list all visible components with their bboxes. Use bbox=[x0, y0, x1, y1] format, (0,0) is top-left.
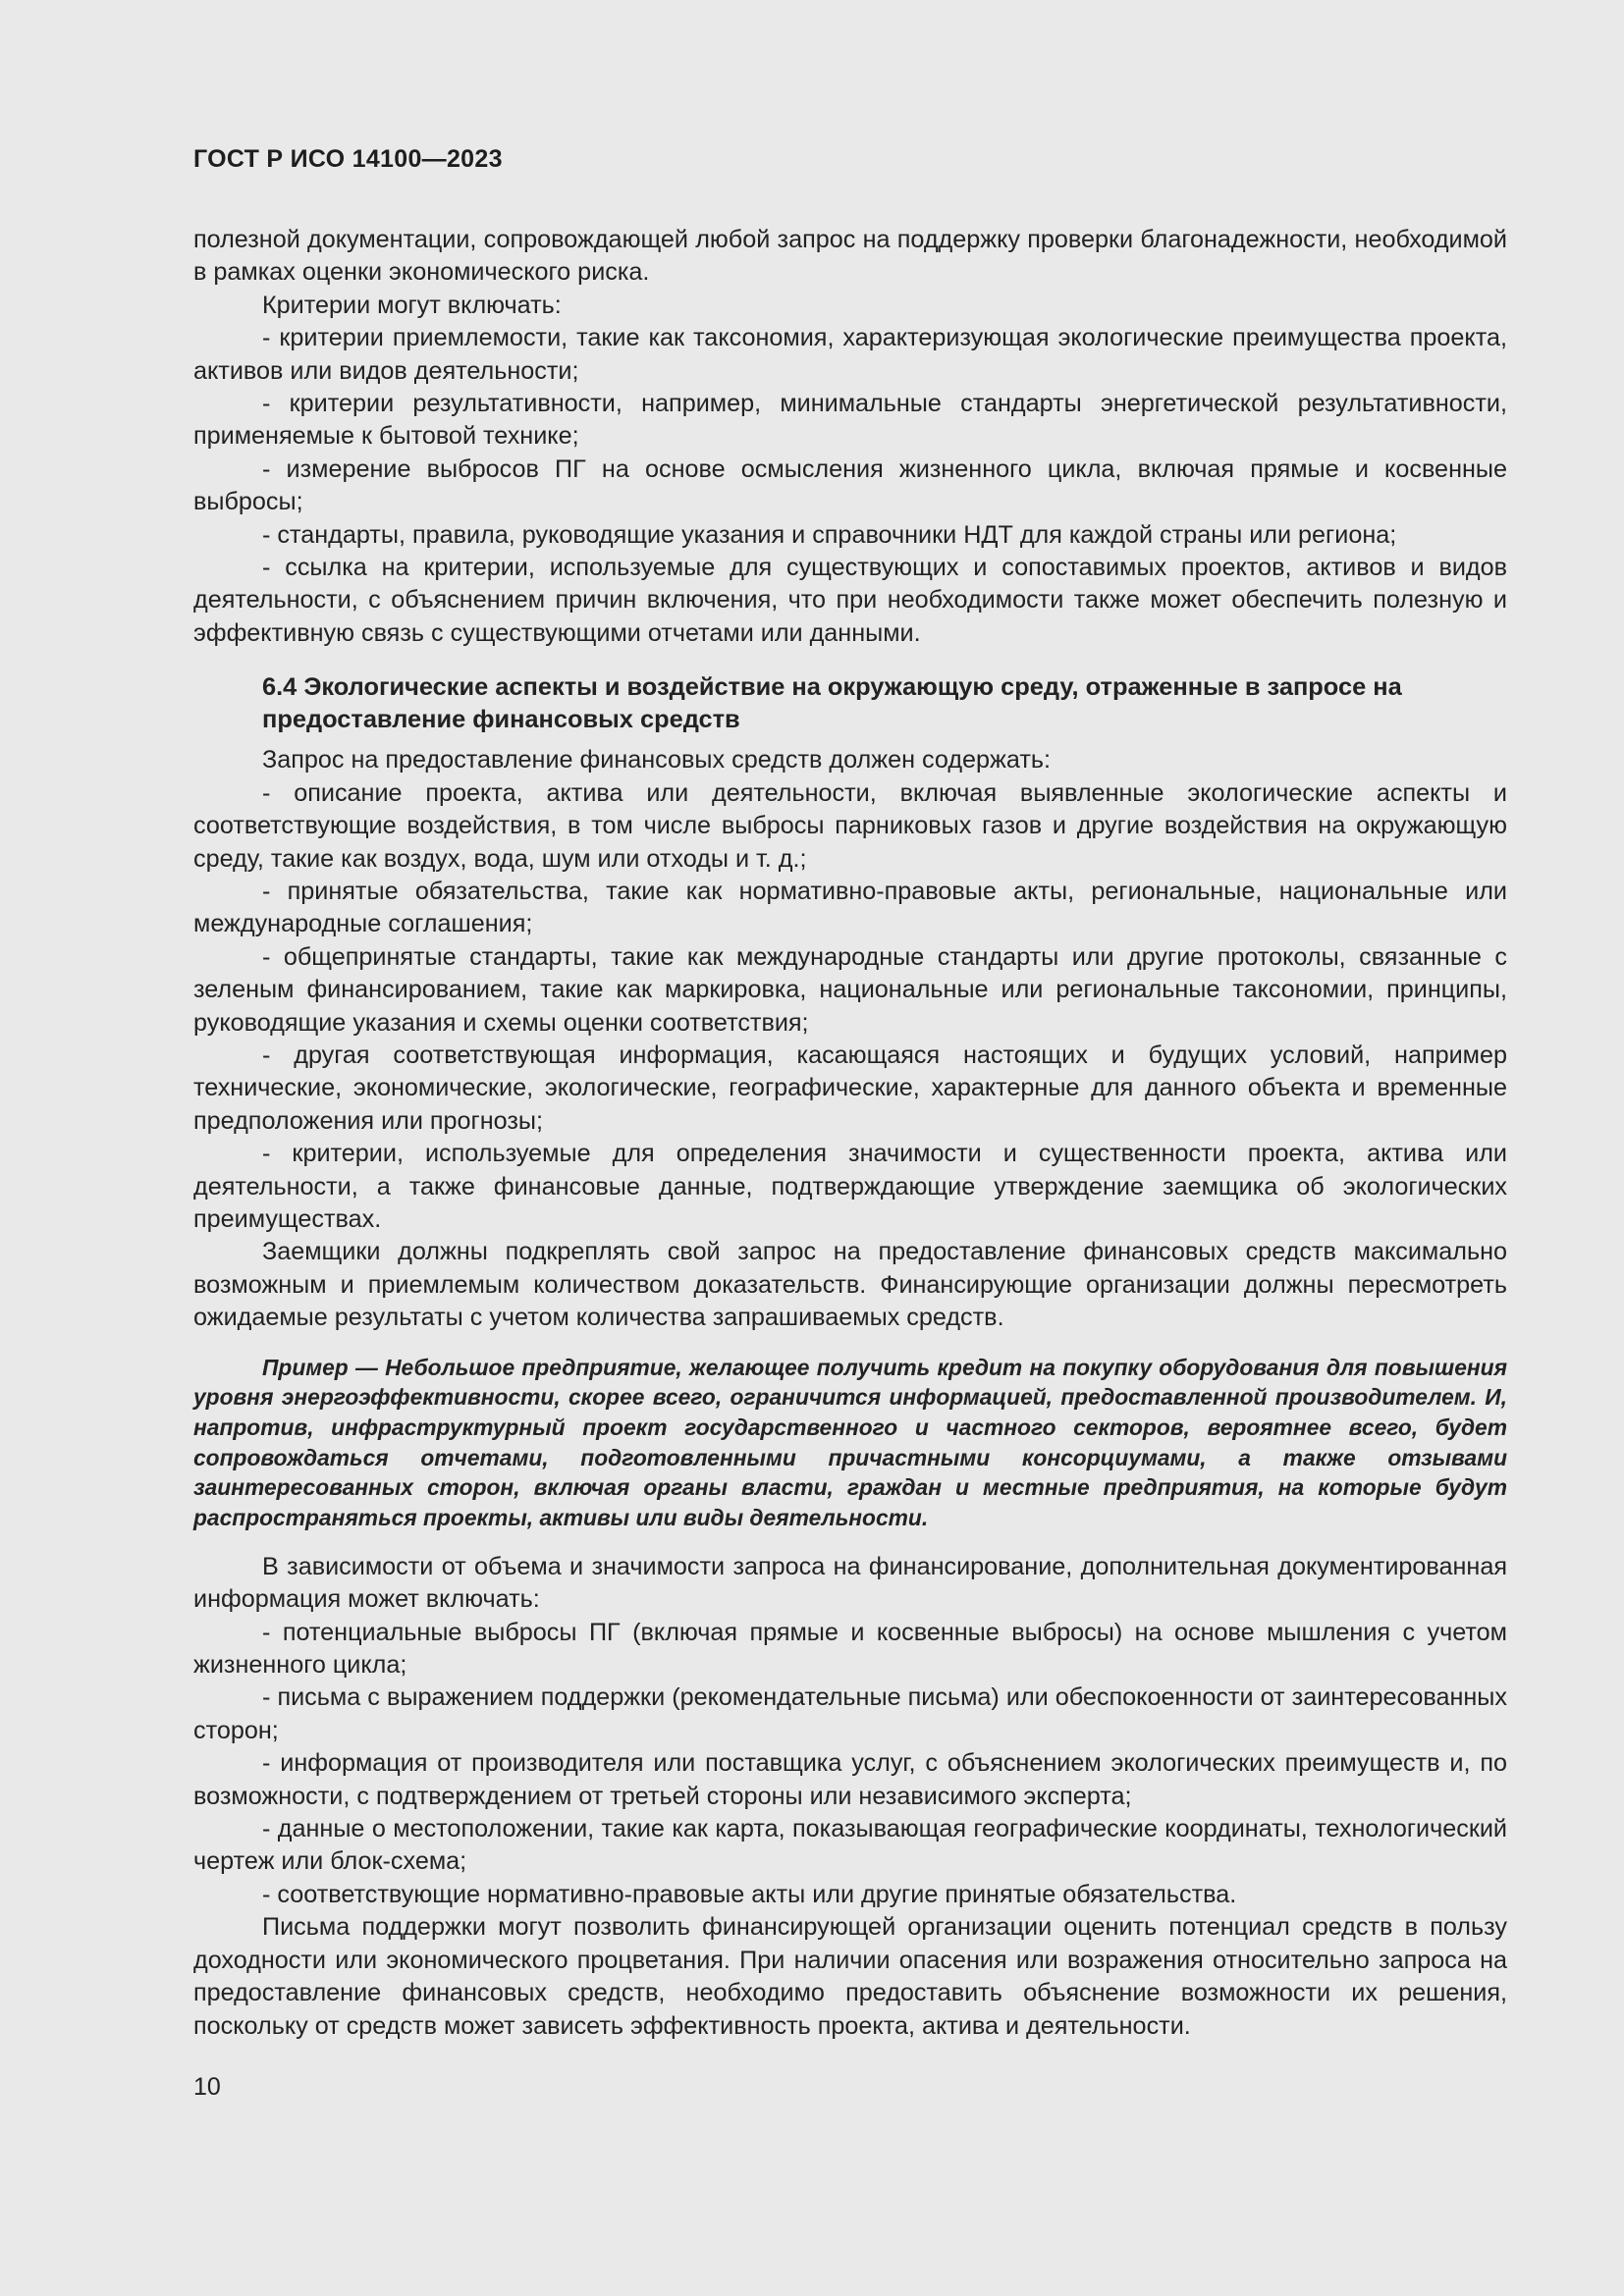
additional-list-item: - соответствующие нормативно-правовые акты или другие принятые обязательства. bbox=[262, 1880, 1237, 1908]
request-list-item: - принятые обязательства, такие как нормативно-правовые акты, региональные, национальные или международные соглашения; bbox=[193, 877, 1507, 938]
continuation-paragraph: полезной документации, сопровождающей любой запрос на поддержку проверки благонадежности, необходимой в рамках оценки экономического риска. bbox=[193, 226, 1507, 287]
page-body bbox=[193, 224, 1507, 2043]
additional-list-item: - данные о местоположении, такие как карта, показывающая географические координаты, технологический чертеж или блок-схема; bbox=[193, 1815, 1507, 1876]
request-list-item: - общепринятые стандарты, такие как международные стандарты или другие протоколы, связанные с зеленым финансированием, такие как маркировка, национальные или региональные таксономии, принципы, руководящие указания и схемы оценки соответствия; bbox=[193, 942, 1507, 1037]
criteria-list-item: - стандарты, правила, руководящие указания и справочники НДТ для каждой страны или региона; bbox=[262, 520, 1397, 549]
request-intro: Запрос на предоставление финансовых средств должен содержать: bbox=[262, 746, 1051, 774]
additional-list-item: - информация от производителя или поставщика услуг, с объяснением экологических преимуществ и, по возможности, с подтверждением от третьей стороны или независимого эксперта; bbox=[193, 1749, 1507, 1810]
request-list-item: - описание проекта, актива или деятельности, включая выявленные экологические аспекты и соответствующие воздействия, в том числе выбросы парниковых газов и другие воздействия на окружающую среду, такие как воздух, вода, шум или отходы и т. д.; bbox=[193, 778, 1507, 873]
additional-intro: В зависимости от объема и значимости запроса на финансирование, дополнительная документированная информация может включать: bbox=[193, 1552, 1507, 1614]
support-letters-paragraph: Письма поддержки могут позволить финансирующей организации оценить потенциал средств в пользу доходности или экономического процветания. При наличии опасения или возражения относительно запроса на предоставление финансовых средств, необходимо предоставить объяснение возможности их решения, поскольку от средств может зависеть эффективность проекта, актива и деятельности. bbox=[193, 1913, 1507, 2040]
example-note: Пример — Небольшое предприятие, желающее получить кредит на покупку оборудования для повышения уровня энергоэффективности, скорее всего, ограничится информацией, предоставленной производителем. И, напротив, инфраструктурный проект государственного и частного секторов, вероятнее всего, будет сопровождаться отчетами, подготовленными причастными консорциумами, а также отзывами заинтересованных сторон, включая органы власти, граждан и местные предприятия, на которые будут распространяться проекты, активы или виды деятельности. bbox=[193, 1354, 1507, 1531]
request-list-item: - критерии, используемые для определения значимости и существенности проекта, актива или деятельности, а также финансовые данные, подтверждающие утверждение заемщика об экологических преимуществах. bbox=[193, 1140, 1507, 1233]
criteria-list-item: - критерии приемлемости, такие как таксономия, характеризующая экологические преимущества проекта, активов или видов деятельности; bbox=[193, 324, 1507, 385]
document-code-header: ГОСТ Р ИСО 14100—2023 bbox=[193, 145, 503, 173]
additional-list-item: - письма с выражением поддержки (рекомендательные письма) или обеспокоенности от заинтересованных сторон; bbox=[193, 1683, 1507, 1744]
criteria-intro: Критерии могут включать: bbox=[262, 291, 562, 319]
borrowers-paragraph: Заемщики должны подкреплять свой запрос на предоставление финансовых средств максимально возможным и приемлемым количеством доказательств. Финансирующие организации должны пересмотреть ожидаемые результаты с учетом количества запрашиваемых средств. bbox=[193, 1238, 1507, 1332]
additional-list-item: - потенциальные выбросы ПГ (включая прямые и косвенные выбросы) на основе мышления с учетом жизненного цикла; bbox=[193, 1618, 1507, 1680]
criteria-list-item: - измерение выбросов ПГ на основе осмысления жизненного цикла, включая прямые и косвенные выбросы; bbox=[193, 454, 1507, 516]
criteria-list-item: - ссылка на критерии, используемые для существующих и сопоставимых проектов, активов и видов деятельности, с объяснением причин включения, что при необходимости также может обеспечить полезную и эффективную связь с существующими отчетами или данными. bbox=[193, 554, 1507, 647]
request-list-item: - другая соответствующая информация, касающаяся настоящих и будущих условий, например технические, экономические, экологические, географические, характерные для данного объекта и временные предположения или прогнозы; bbox=[193, 1041, 1507, 1135]
section-heading: 6.4 Экологические аспекты и воздействие на окружающую среду, отраженные в запросе на предоставление финансовых средств bbox=[262, 673, 1402, 734]
criteria-list-item: - критерии результативности, например, минимальные стандарты энергетической результативности, применяемые к бытовой технике; bbox=[193, 390, 1507, 451]
page-number: 10 bbox=[193, 2073, 221, 2101]
